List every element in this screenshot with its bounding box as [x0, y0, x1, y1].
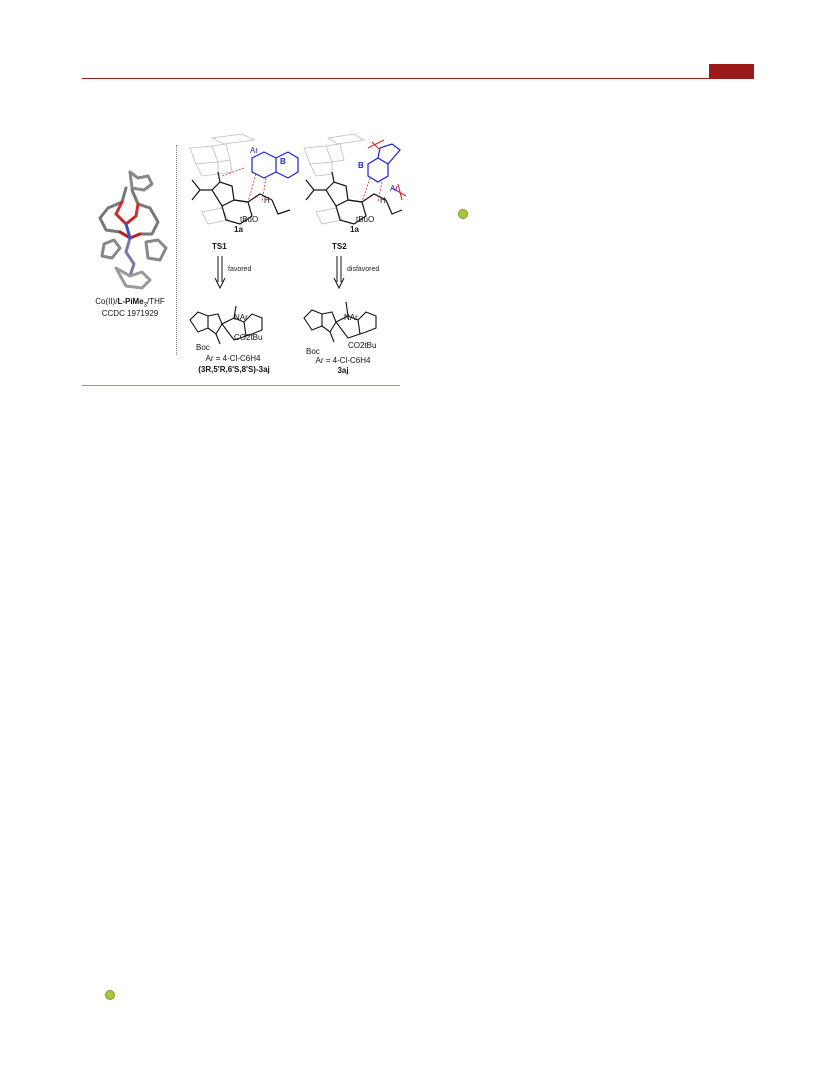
ts1-label: TS1 [212, 242, 227, 251]
ts1-tbu-label: tBuO [240, 215, 259, 224]
ts2-h-label: H [380, 196, 386, 205]
header-rule [82, 78, 754, 79]
annotation-marker-icon[interactable] [458, 209, 468, 219]
ts2-product-boc: Boc [306, 347, 320, 356]
ts1-ring-label: B [280, 157, 286, 166]
ts1-ar-label: Ar [250, 146, 258, 155]
ts2-arrow-label: disfavored [347, 266, 380, 273]
ts1-product-boc: Boc [196, 343, 210, 352]
annotation-marker-icon[interactable] [105, 990, 115, 1000]
ts2-label: TS2 [332, 242, 347, 251]
ts2-product-ester: CO2tBu [348, 341, 377, 350]
ts2-substrate-label: 1a [350, 225, 359, 234]
ts2-structure [298, 128, 410, 238]
ts1-arrow-label: favored [228, 266, 252, 273]
ts2-product-name: 3aj [337, 366, 349, 375]
ts2-tbu-label: tBuO [356, 215, 375, 224]
ts2-ring-label: B [358, 161, 364, 170]
ts2-ar-label: Ar [390, 184, 398, 193]
ts2-product-ar-line: Ar = 4-Cl-C6H4 [315, 356, 371, 365]
crystal-structure-image [86, 168, 176, 293]
crystal-caption-suffix: /THF [147, 297, 165, 306]
ts1-h-label: H [264, 196, 270, 205]
crystal-ccdc: CCDC 1971929 [101, 309, 159, 318]
ts1-product-name: (3R,5'R,6'S,8'S)-3aj [198, 365, 270, 374]
header-color-tab [709, 64, 754, 78]
crystal-caption-sub: 3 [143, 302, 148, 309]
ts1-product-ester: CO2tBu [234, 333, 263, 342]
ts1-product-ar-line: Ar = 4-Cl-C6H4 [205, 354, 261, 363]
ts2-arrow [333, 256, 345, 290]
crystal-caption-prefix: Co(II)/ [95, 297, 118, 306]
ts1-product-nar: NAr [234, 313, 248, 322]
ts2-product-nar: NAr [344, 313, 358, 322]
figure-divider [176, 145, 177, 355]
ts1-substrate-label: 1a [234, 225, 243, 234]
ts1-arrow [214, 256, 226, 290]
crystal-caption-ligand: L-PiMe [117, 297, 144, 306]
figure-bottom-rule [82, 385, 400, 386]
